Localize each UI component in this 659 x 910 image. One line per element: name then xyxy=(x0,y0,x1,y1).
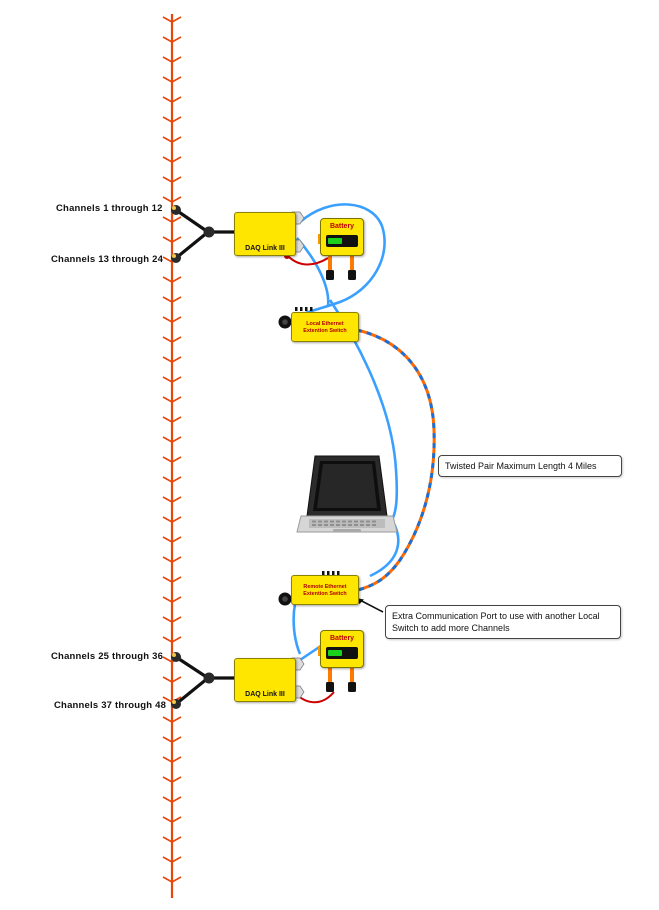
cable-remote-switch-to-daq xyxy=(294,604,300,654)
device-local-ethernet-switch[interactable] xyxy=(291,312,359,342)
device-daq-link-bottom-label: DAQ Link III xyxy=(245,690,285,698)
device-remote-ethernet-switch[interactable] xyxy=(291,575,359,605)
device-daq-link-top-label: DAQ Link III xyxy=(245,244,285,252)
power-cable-top xyxy=(288,256,328,265)
battery-bottom[interactable] xyxy=(320,630,364,668)
takeout-connectors-bottom xyxy=(171,652,215,709)
remote-switch-label-line2: Extention Switch xyxy=(303,591,347,597)
callout-twisted-pair: Twisted Pair Maximum Length 4 Miles xyxy=(438,455,622,477)
battery-top[interactable] xyxy=(320,218,364,256)
remote-switch-label-line1: Remote Ethernet xyxy=(303,584,347,590)
geophone-spread-line xyxy=(163,14,181,898)
device-daq-link-bottom[interactable] xyxy=(234,658,296,702)
local-switch-label-line2: Extention Switch xyxy=(303,328,347,334)
battery-top-label: Battery xyxy=(329,223,355,230)
label-channels-1-12: Channels 1 through 12 xyxy=(56,203,163,214)
label-channels-25-36: Channels 25 through 36 xyxy=(51,651,164,662)
takeout-connectors-top xyxy=(171,205,215,263)
device-daq-link-top[interactable] xyxy=(234,212,296,256)
field-laptop xyxy=(297,456,397,532)
label-channels-37-48: Channels 37 through 48 xyxy=(54,700,167,711)
label-channels-13-24: Channels 13 through 24 xyxy=(51,254,164,265)
battery-bottom-label: Battery xyxy=(329,635,355,642)
local-switch-label-line1: Local Ethernet xyxy=(306,321,344,327)
callout-extra-port: Extra Communication Port to use with another Local Switch to add more Channels xyxy=(385,605,621,639)
battery-top-terminal-block xyxy=(326,235,358,247)
battery-bottom-terminal-block xyxy=(326,647,358,659)
